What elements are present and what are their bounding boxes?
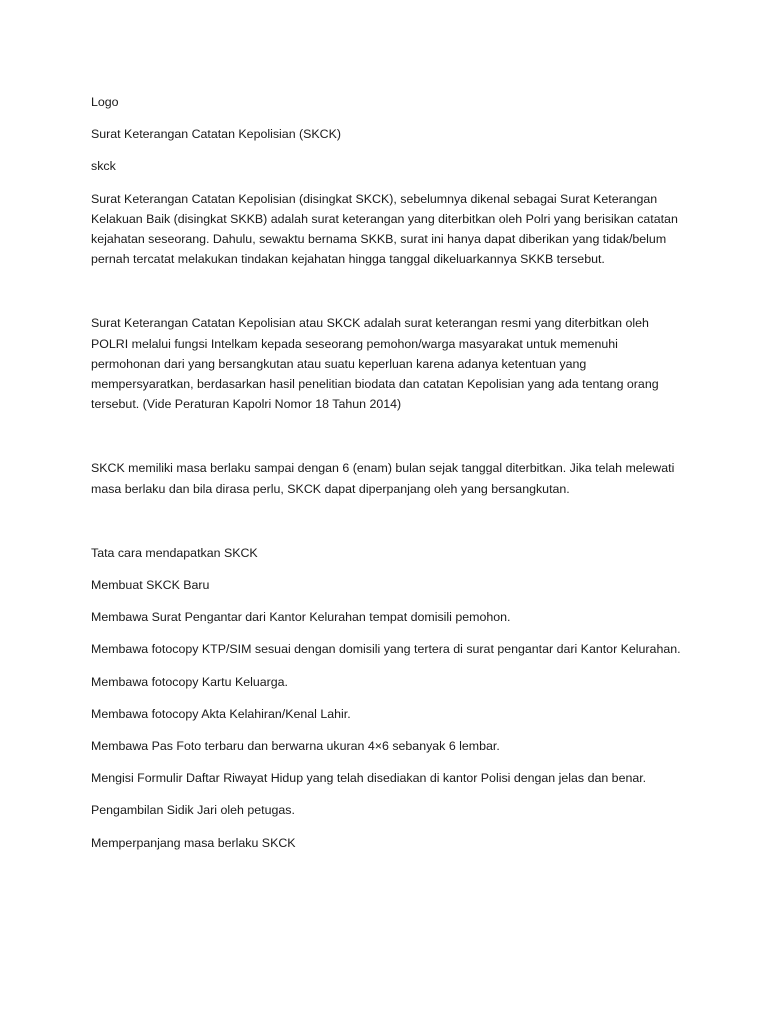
step-item: Membawa Surat Pengantar dari Kantor Kelurahan tempat domisili pemohon. [91, 610, 511, 625]
logo-placeholder: Logo [91, 95, 119, 109]
step-item: Membawa fotocopy Kartu Keluarga. [91, 674, 288, 689]
step-item: Membawa fotocopy Akta Kelahiran/Kenal Lahir. [91, 706, 351, 721]
document-title: Surat Keterangan Catatan Kepolisian (SKCK) [91, 127, 342, 142]
step-item: Membawa Pas Foto terbaru dan berwarna ukuran 4×6 sebanyak 6 lembar. [91, 739, 500, 754]
document-body [91, 92, 681, 853]
step-item: Pengambilan Sidik Jari oleh petugas. [91, 803, 295, 818]
definition-paragraph: Surat Keterangan Catatan Kepolisian atau SKCK adalah surat keterangan resmi yang diterbitkan oleh POLRI melalui fungsi Intelkam kepada seseorang pemohon/warga masyarakat untuk memenuhi permohonan dari yang bersangkutan atau suatu keperluan karena adanya ketentuan yang mempersyaratkan, berdasarkan hasil penelitian biodata dan catatan Kepolisian yang ada tentang orang tersebut. (Vide Peraturan Kapolri Nomor 18 Tahun 2014) [91, 316, 659, 412]
new-skck-heading: Membuat SKCK Baru [91, 578, 210, 593]
step-item: Mengisi Formulir Daftar Riwayat Hidup yang telah disediakan di kantor Polisi dengan jelas dan benar. [91, 771, 647, 786]
intro-paragraph: Surat Keterangan Catatan Kepolisian (disingkat SKCK), sebelumnya dikenal sebagai Surat Keterangan Kelakuan Baik (disingkat SKKB) adalah surat keterangan yang diterbitkan oleh Polri yang berisikan catatan kejahatan seseorang. Dahulu, sewaktu bernama SKKB, surat ini hanya dapat diberikan yang tidak/belum pernah tercatat melakukan tindakan kejahatan hingga tanggal dikeluarkannya SKKB tersebut. [91, 191, 678, 267]
validity-paragraph: SKCK memiliki masa berlaku sampai dengan 6 (enam) bulan sejak tanggal diterbitkan. Jika telah melewati masa berlaku dan bila dirasa perlu, SKCK dapat diperpanjang oleh yang bersangkutan. [91, 461, 675, 496]
procedure-heading: Tata cara mendapatkan SKCK [91, 545, 258, 560]
document-subtitle: skck [91, 159, 116, 174]
step-item: Membawa fotocopy KTP/SIM sesuai dengan domisili yang tertera di surat pengantar dari Kantor Kelurahan. [91, 642, 681, 657]
renewal-heading: Memperpanjang masa berlaku SKCK [91, 835, 296, 850]
